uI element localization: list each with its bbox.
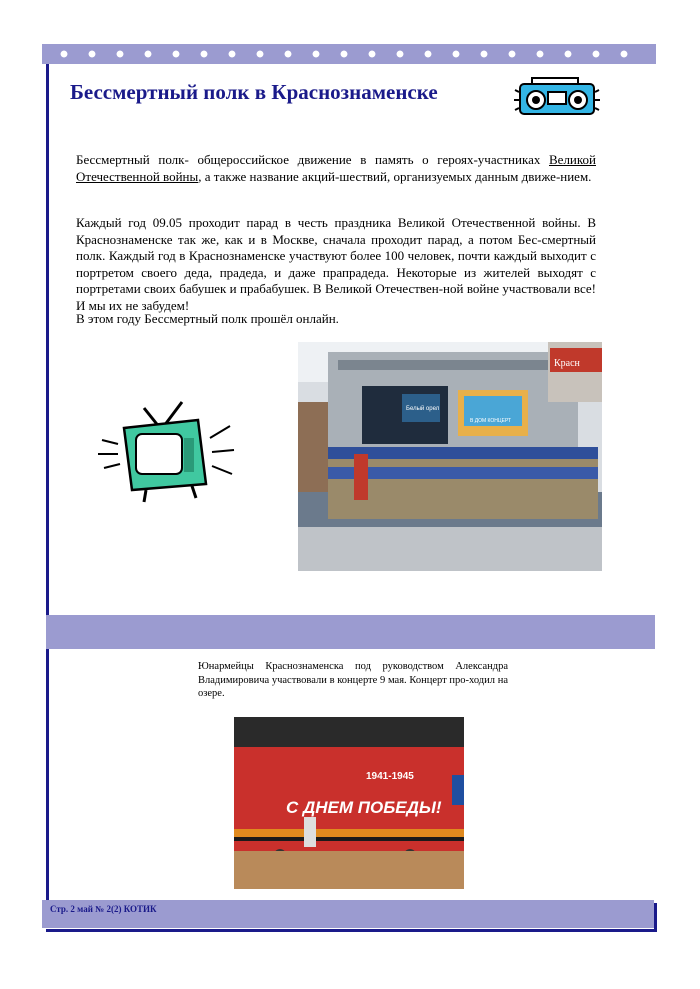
online-paragraph: В этом году Бессмертный полк прошёл онлайн.	[76, 311, 339, 326]
parade-paragraph: Каждый год 09.05 проходит парад в честь праздника Великой Отечественной войны. В Краснознаменске так же, как и в Москве, сначала проходит парад, а потом Бес-смертный полк. Каждый год в Краснознаменске участвуют более 100 человек, почти каждый выходит с портретом своего деда, прадеда, и даже прапрадеда. Некоторые из жителей выходят с портретами своих бабушек и прабабушек. В Великой Отечествен-ной войне участвовали все! И мы их не забудем!	[76, 215, 596, 313]
concert-photo	[234, 717, 464, 889]
tv-icon	[98, 398, 274, 508]
boombox-icon	[514, 76, 600, 120]
photo-years: 1941-1945	[366, 771, 414, 782]
wiki-link[interactable]: Великой Отечественной войны	[76, 152, 596, 184]
intro-paragraph	[76, 152, 596, 185]
page-footer: Стр. 2 май № 2(2) КОТИК	[50, 904, 157, 914]
parade-photo	[298, 342, 602, 571]
concert-caption: Юнармейцы Краснознаменска под руководством Александра Владимировича участвовали в концерте 9 мая. Концерт про-ходил на озере.	[198, 661, 508, 699]
band-dots	[50, 49, 648, 59]
top-decorative-band	[42, 44, 656, 64]
mid-decorative-band	[46, 615, 655, 649]
intro-text-end: , а также название акций-шествий, организуемых данным движе-нием.	[198, 168, 592, 184]
intro-text-start: Бессмертный полк- общероссийское движение в память о героях-участниках	[76, 152, 549, 167]
frame-bottom-line	[46, 929, 657, 932]
photo-sign-small: Белый орел	[406, 406, 440, 412]
frame-right-line	[654, 903, 657, 932]
photo-sign-right: Красн	[554, 358, 580, 369]
photo-sign-poster: В ДОМ КОНЦЕРТ	[470, 418, 512, 424]
photo-slogan: С ДНЕМ ПОБЕДЫ!	[286, 798, 442, 817]
frame-left-line	[46, 64, 49, 900]
page-title: Бессмертный полк в Краснознаменске	[70, 80, 438, 104]
